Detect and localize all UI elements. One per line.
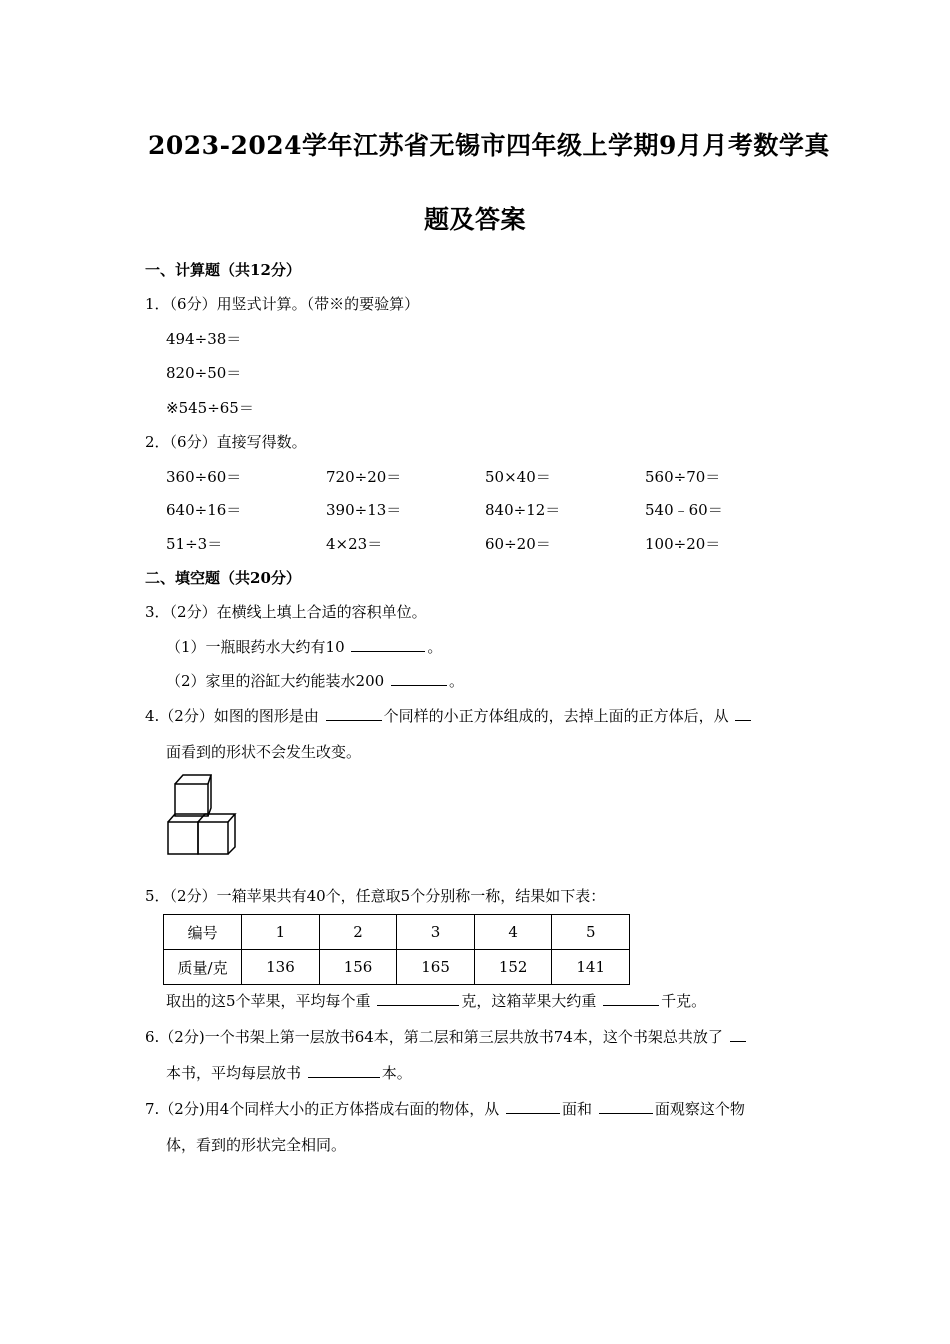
question-6-text: 本书，平均每层放书 — [166, 1064, 302, 1082]
table-cell: 编号 — [164, 915, 242, 950]
answer-blank[interactable] — [377, 991, 459, 1006]
table-row — [164, 950, 630, 985]
question-5-text: 千克。 — [661, 992, 707, 1010]
question-4-text: 4.（2分）如图的图形是由 — [145, 707, 319, 725]
question-4-line2: 面看到的形状不会发生改变。 — [166, 743, 362, 761]
section-heading-fill-blank: 二、填空题（共20分） — [145, 569, 301, 587]
answer-blank[interactable] — [308, 1063, 380, 1078]
table-cell: 5 — [552, 915, 630, 950]
answer-blank[interactable] — [391, 671, 447, 686]
question-2-item: 100÷20＝ — [645, 535, 721, 553]
question-3-sub1-text: （1）一瓶眼药水大约有10 — [166, 638, 345, 656]
question-5-followup — [166, 990, 706, 1011]
question-2-item: 390÷13＝ — [326, 501, 402, 519]
question-3-sub2-text: （2）家里的浴缸大约能装水200 — [166, 672, 385, 690]
question-2-item: 360÷60＝ — [166, 468, 242, 486]
table-cell: 156 — [319, 950, 397, 985]
answer-blank[interactable] — [599, 1099, 653, 1114]
question-1-item: 820÷50＝ — [166, 364, 242, 382]
question-6-text: 本。 — [381, 1064, 412, 1082]
question-2-item: 4×23＝ — [326, 535, 383, 553]
question-4-line1 — [145, 705, 753, 726]
question-1-stem: 1．（6分）用竖式计算。（带※的要验算） — [145, 295, 420, 313]
answer-blank[interactable] — [603, 991, 659, 1006]
question-6-text: 6.（2分)一个书架上第一层放书64本，第二层和第三层共放书74本，这个书架总共放了 — [145, 1028, 723, 1046]
document-title-line1: 2023-2024学年江苏省无锡市四年级上学期9月月考数学真 — [148, 131, 830, 160]
table-cell: 3 — [397, 915, 475, 950]
question-1-item: ※545÷65＝ — [166, 399, 254, 417]
question-7-text: 7.（2分)用4个同样大小的正方体搭成右面的物体，从 — [145, 1100, 500, 1118]
question-2-item: 840÷12＝ — [485, 501, 561, 519]
section-heading-calculation: 一、计算题（共12分） — [145, 261, 301, 279]
question-2-item: 50×40＝ — [485, 468, 551, 486]
table-cell: 2 — [319, 915, 397, 950]
question-4-text: 个同样的小正方体组成的，去掉上面的正方体后，从 — [383, 707, 729, 725]
question-2-item: 51÷3＝ — [166, 535, 223, 553]
table-cell: 165 — [397, 950, 475, 985]
question-2-item: 640÷16＝ — [166, 501, 242, 519]
question-2-item: 60÷20＝ — [485, 535, 551, 553]
table-cell: 质量/克 — [164, 950, 242, 985]
question-7-text: 面和 — [562, 1100, 593, 1118]
table-cell: 1 — [242, 915, 320, 950]
table-header-row — [164, 915, 630, 950]
document-title-line2: 题及答案 — [424, 205, 527, 234]
question-1-item: 494÷38＝ — [166, 330, 242, 348]
answer-blank[interactable] — [730, 1027, 746, 1042]
answer-blank[interactable] — [351, 637, 425, 652]
question-7-line1 — [145, 1098, 745, 1119]
question-6-line2 — [166, 1062, 412, 1083]
question-3-sub2-end: 。 — [448, 672, 464, 690]
question-7-text: 面观察这个物 — [654, 1100, 745, 1118]
question-3-sub1 — [166, 636, 442, 657]
question-7-line2: 体，看到的形状完全相同。 — [166, 1136, 347, 1154]
question-2-item: 720÷20＝ — [326, 468, 402, 486]
table-cell: 152 — [474, 950, 552, 985]
table-cell: 136 — [242, 950, 320, 985]
question-3-sub1-end: 。 — [427, 638, 443, 656]
question-6-line1 — [145, 1026, 748, 1047]
answer-blank[interactable] — [506, 1099, 560, 1114]
question-5-text: 克，这箱苹果大约重 — [461, 992, 597, 1010]
answer-blank[interactable] — [735, 706, 751, 721]
apple-weight-table — [163, 914, 630, 985]
question-2-stem: 2．（6分）直接写得数。 — [145, 433, 307, 451]
question-3-sub2 — [166, 670, 464, 691]
table-cell: 141 — [552, 950, 630, 985]
cube-stack-figure — [160, 770, 240, 860]
table-cell: 4 — [474, 915, 552, 950]
question-5-stem: 5．（2分）一箱苹果共有40个，任意取5个分别称一称，结果如下表： — [145, 887, 606, 905]
question-2-item: 540﹣60＝ — [645, 501, 723, 519]
question-5-text: 取出的这5个苹果，平均每个重 — [166, 992, 371, 1010]
answer-blank[interactable] — [326, 706, 382, 721]
question-2-item: 560÷70＝ — [645, 468, 721, 486]
question-3-stem: 3．（2分）在横线上填上合适的容积单位。 — [145, 603, 427, 621]
